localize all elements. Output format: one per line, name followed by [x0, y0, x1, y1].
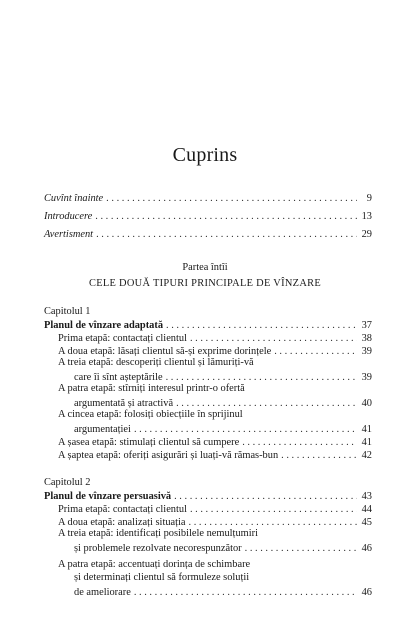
leader-dots — [245, 543, 357, 555]
chapter-title: Planul de vînzare persuasivă — [44, 491, 172, 502]
leader-dots — [281, 450, 357, 462]
toc-label: A șasea etapă: stimulați clientul să cumpere — [58, 437, 240, 448]
toc-label: Prima etapă: contactați clientul — [58, 333, 187, 344]
chapter-number: Capitolul 1 — [44, 306, 91, 317]
toc-row-entry[interactable] — [58, 396, 372, 410]
toc-label: A șaptea etapă: oferiți asigurări și luați-vă rămas-bun — [58, 450, 279, 461]
toc-page-number: 41 — [361, 437, 372, 448]
toc-page-number: 38 — [361, 333, 372, 344]
leader-dots — [96, 229, 357, 241]
part-heading: CELE DOUĂ TIPURI PRINCIPALE DE VÎNZARE — [88, 278, 321, 289]
toc-row-chapter-title[interactable] — [44, 318, 372, 332]
toc-label: Prima etapă: contactați clientul — [58, 504, 187, 515]
toc-page-number: 46 — [361, 543, 372, 554]
chapter-number: Capitolul 2 — [44, 477, 91, 488]
leader-dots — [274, 346, 357, 358]
toc-row-entry[interactable] — [58, 515, 372, 529]
toc-label: Avertisment — [44, 229, 94, 240]
toc-label-continued: care îi sînt așteptările — [74, 372, 163, 383]
toc-label: Cuvînt înainte — [44, 193, 104, 204]
toc-label-continued: argumentației — [74, 424, 131, 435]
toc-row-entry[interactable] — [58, 344, 372, 358]
part-label: Partea întîi — [182, 262, 228, 273]
toc-page-number: 46 — [361, 587, 372, 598]
leader-dots — [95, 211, 357, 223]
toc-label-continued: și determinați clientul să formuleze soluții — [74, 572, 250, 583]
toc-page-number: 13 — [361, 211, 372, 222]
toc-page-number: 41 — [361, 424, 372, 435]
toc-page-number: 37 — [361, 320, 372, 331]
toc-row-entry[interactable] — [58, 435, 372, 449]
toc-row-entry[interactable] — [58, 422, 372, 436]
toc-label: A doua etapă: lăsați clientul să-și exprime dorințele — [58, 346, 272, 357]
toc-row-introduction[interactable] — [44, 209, 372, 223]
toc-page-number: 29 — [361, 229, 372, 240]
toc-row-chapter-title[interactable] — [44, 489, 372, 503]
toc-page-number: 45 — [361, 517, 372, 528]
toc-label: A doua etapă: analizați situația — [58, 517, 186, 528]
toc-row-entry[interactable] — [58, 331, 372, 345]
toc-page-number: 43 — [361, 491, 372, 502]
toc-label: A patra etapă: stîrniți interesul printr-o ofertă — [58, 383, 245, 394]
page-title: Cuprins — [172, 144, 238, 166]
toc-page-number: 39 — [361, 346, 372, 357]
leader-dots — [134, 587, 357, 599]
toc-label: A cincea etapă: folosiți obiecțiile în sprijinul — [58, 409, 243, 420]
toc-row-entry[interactable] — [58, 502, 372, 516]
toc-page-number: 40 — [361, 398, 372, 409]
toc-label-continued: și problemele rezolvate necorespunzător — [74, 543, 242, 554]
toc-label-continued: de ameliorare — [74, 587, 131, 598]
toc-row-warning[interactable] — [44, 227, 372, 241]
toc-page-number: 44 — [361, 504, 372, 515]
toc-page-number: 42 — [361, 450, 372, 461]
toc-label: A treia etapă: descoperiți clientul și lămuriți-vă — [58, 357, 254, 368]
toc-row-entry[interactable] — [58, 585, 372, 599]
toc-label: A patra etapă: accentuați dorința de schimbare — [58, 559, 251, 570]
toc-label: A treia etapă: identificați posibilele nemulțumiri — [58, 528, 258, 539]
toc-row-entry[interactable] — [58, 370, 372, 384]
toc-page-number: 39 — [361, 372, 372, 383]
toc-label-continued: argumentată și atractivă — [74, 398, 174, 409]
chapter-title: Planul de vînzare adaptată — [44, 320, 164, 331]
toc-row-entry[interactable] — [58, 448, 372, 462]
toc-row-foreword[interactable] — [44, 191, 372, 205]
toc-row-entry[interactable] — [58, 541, 372, 555]
toc-label: Introducere — [44, 211, 93, 222]
leader-dots — [106, 193, 357, 205]
toc-page-number: 9 — [366, 193, 372, 204]
